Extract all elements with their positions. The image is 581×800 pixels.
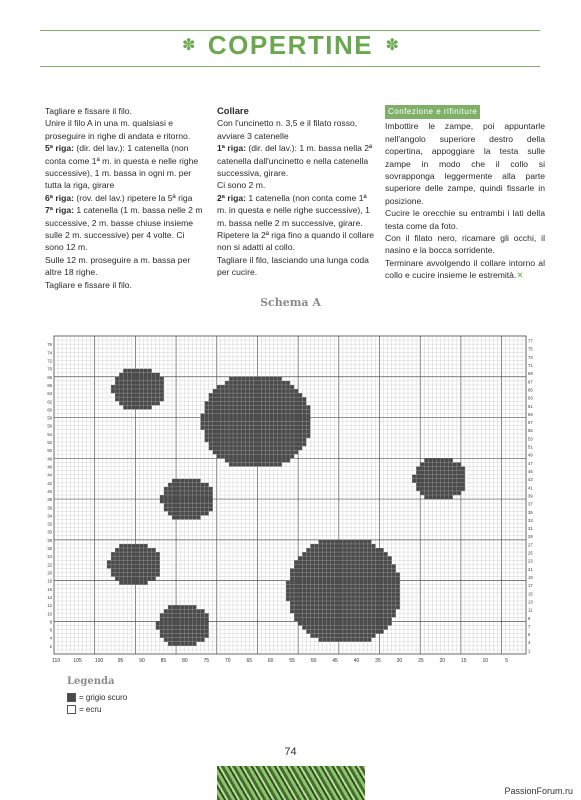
left-tick-label: 72 [47, 358, 52, 364]
dark-stitch-row [302, 552, 388, 556]
col2-paragraph: Tagliare il filo, lasciando una lunga coda per cucire. [217, 254, 369, 278]
dark-stitch-row [298, 621, 392, 625]
right-tick-label: 19 [528, 574, 533, 580]
dark-stitch-row [217, 454, 295, 458]
row-label: 6ª riga: [45, 192, 74, 203]
left-tick-label: 76 [47, 342, 52, 348]
bottom-tick-label: 55 [289, 658, 295, 664]
bottom-tick-label: 100 [94, 658, 104, 664]
left-tick-label: 10 [47, 611, 52, 617]
text-column-3 [385, 105, 545, 282]
dark-stitch-row [111, 389, 164, 393]
left-tick-label: 46 [47, 464, 52, 470]
legend-item-light [67, 705, 127, 714]
right-tick-label: 69 [528, 371, 533, 377]
text-column-1 [45, 105, 205, 291]
right-tick-label: 39 [528, 493, 533, 499]
left-tick-label: 22 [47, 562, 52, 568]
left-tick-label: 32 [47, 521, 52, 527]
left-tick-label: 2 [49, 643, 52, 649]
bottom-tick-label: 15 [461, 658, 467, 664]
dark-stitch-row [302, 625, 388, 629]
col1-paragraph: Tagliare e fissare il filo. [45, 106, 132, 116]
right-tick-label: 7 [528, 623, 531, 629]
right-tick-label: 77 [528, 338, 533, 344]
left-tick-label: 18 [47, 578, 52, 584]
dark-stitch-row [213, 389, 299, 393]
col2-paragraph: Con l'uncinetto n. 3,5 e il filato rosso, avviare 3 catenelle [217, 118, 358, 141]
bottom-tick-label: 30 [396, 658, 403, 664]
dark-stitch-row [217, 385, 295, 389]
right-tick-label: 11 [528, 607, 533, 613]
right-tick-label: 3 [528, 640, 531, 646]
left-tick-label: 6 [49, 627, 52, 633]
swatch-light [67, 705, 76, 714]
page-header [0, 0, 581, 80]
col3-paragraph: Terminare avvolgendo il collare intorno al collo e cucire insieme le estremità.✕ [385, 257, 545, 281]
left-tick-label: 64 [47, 391, 52, 397]
schema-title: Schema A [260, 296, 321, 309]
col3-paragraph: Imbottire le zampe, poi appuntarle nell'angolo superiore destro della copertina, appoggiare la testa sulle zampe in modo che il collo si sovrapponga leggermente alla parte superiore delle zampe, quindi fissarle in posizione. [385, 121, 545, 206]
bottom-tick-label: 85 [160, 658, 167, 664]
page-number: 74 [284, 746, 297, 758]
right-tick-label: 31 [528, 526, 533, 532]
yarn-photo [217, 766, 365, 800]
col2-paragraph: Ci sono 2 m. [217, 180, 266, 191]
bottom-tick-label: 20 [439, 658, 446, 664]
collare-title: Collare [217, 105, 249, 116]
right-tick-label: 67 [528, 379, 533, 385]
bottom-tick-label: 5 [505, 658, 509, 664]
right-tick-label: 9 [528, 615, 531, 621]
left-tick-label: 44 [47, 472, 52, 478]
left-tick-label: 62 [47, 399, 52, 405]
dark-stitch-row [229, 377, 282, 381]
bottom-tick-label: 40 [353, 658, 360, 664]
left-tick-label: 54 [47, 431, 52, 437]
left-tick-label: 28 [47, 537, 52, 543]
dark-stitch-row [306, 548, 384, 552]
end-mark-icon: ✕ [516, 270, 524, 281]
right-tick-label: 47 [528, 460, 533, 466]
left-tick-label: 58 [47, 415, 52, 421]
left-tick-label: 68 [47, 374, 52, 380]
bottom-tick-label: 45 [332, 658, 338, 664]
left-tick-label: 20 [47, 570, 52, 576]
col1-paragraph: 7ª riga: 1 catenella (1 m. bassa nelle 2 m successive, 2 m. basse chiuse insieme sulle 2 m. successive) per 4 volte. Ci sono 12 m. [45, 205, 203, 253]
left-tick-label: 50 [47, 448, 52, 454]
right-tick-label: 21 [528, 566, 533, 572]
dark-stitch-row [111, 385, 164, 389]
right-tick-label: 41 [528, 485, 533, 491]
bottom-tick-label: 60 [267, 658, 274, 664]
right-tick-label: 57 [528, 420, 533, 426]
bottom-tick-label: 95 [117, 658, 124, 664]
right-tick-label: 61 [528, 403, 533, 409]
dark-stitch-row [229, 462, 282, 466]
right-tick-label: 51 [528, 444, 533, 450]
left-tick-label: 36 [47, 505, 52, 511]
row-label: 2ª riga: [217, 192, 246, 203]
dark-stitch-row [156, 621, 209, 625]
dark-stitch-row [318, 540, 371, 544]
left-tick-label: 48 [47, 456, 52, 462]
left-tick-label: 56 [47, 423, 52, 429]
left-tick-label: 60 [47, 407, 52, 413]
right-tick-label: 13 [528, 599, 533, 605]
right-tick-label: 33 [528, 517, 533, 523]
flower-icon: ✽ [182, 37, 196, 54]
left-tick-label: 42 [47, 480, 52, 486]
right-tick-label: 45 [528, 468, 533, 474]
left-tick-label: 66 [47, 382, 52, 388]
bottom-tick-label: 25 [418, 658, 424, 664]
right-tick-label: 23 [528, 558, 533, 564]
dark-stitch-row [156, 625, 209, 629]
col2-paragraph: Ripetere la 2ª riga fino a quando il collare non si adatti al collo. [217, 230, 375, 253]
bottom-tick-label: 110 [52, 658, 61, 664]
row-label: 1ª riga: [217, 143, 246, 154]
left-tick-label: 14 [47, 594, 52, 600]
dark-stitch-row [213, 450, 299, 454]
bottom-tick-label: 105 [73, 658, 82, 664]
col1-paragraph: 6ª riga: (rov. del lav.) ripetere la 5ª riga [45, 192, 193, 203]
bottom-tick-label: 65 [246, 658, 253, 664]
right-tick-label: 37 [528, 501, 533, 507]
bottom-tick-label: 35 [375, 658, 381, 664]
right-tick-label: 1 [528, 648, 531, 654]
dark-stitch-row [294, 613, 396, 617]
right-tick-label: 25 [528, 550, 533, 556]
text-column-2 [217, 105, 377, 279]
bottom-tick-label: 50 [310, 658, 317, 664]
right-tick-label: 5 [528, 632, 531, 638]
left-tick-label: 24 [47, 554, 52, 560]
left-tick-label: 30 [47, 529, 52, 535]
dark-stitch-row [209, 393, 303, 397]
col1-paragraph: Unire il filo A in una m. qualsiasi e proseguire in righe di andata e ritorno. [45, 118, 191, 141]
left-tick-label: 12 [47, 603, 52, 609]
legend [67, 676, 127, 714]
dark-stitch-row [107, 564, 160, 568]
dark-stitch-row [205, 401, 307, 405]
left-tick-label: 16 [47, 586, 52, 592]
right-tick-label: 71 [528, 362, 533, 368]
legend-label-light: = ecru [79, 705, 102, 714]
left-tick-label: 4 [49, 635, 52, 641]
row-label: 5ª riga: [45, 143, 74, 154]
dark-stitch-row [294, 564, 396, 568]
watermark: PassionForum.ru [504, 786, 573, 796]
right-tick-label: 59 [528, 411, 533, 417]
right-tick-label: 73 [528, 354, 533, 360]
left-tick-label: 40 [47, 488, 52, 494]
dark-stitch-row [298, 556, 392, 560]
dark-stitch-row [160, 499, 213, 503]
dark-stitch-row [318, 638, 371, 642]
left-tick-label: 74 [47, 350, 52, 356]
header-rule-bottom [40, 66, 540, 67]
right-tick-label: 17 [528, 583, 533, 589]
left-tick-label: 70 [47, 366, 52, 372]
legend-title: Legenda [67, 676, 115, 687]
bottom-tick-label: 75 [203, 658, 210, 664]
right-tick-label: 65 [528, 387, 533, 393]
right-tick-label: 29 [528, 534, 533, 540]
col3-paragraph: Cucire le orecchie su entrambi i lati della testa come da foto. [385, 208, 545, 231]
legend-item-dark [67, 693, 127, 702]
page-title: COPERTINE [207, 30, 374, 60]
col2-paragraph: 1ª riga: (dir. del lav.): 1 m. bassa nella 2ª catenella dall'uncinetto e nella catenella successiva, girare. [217, 143, 373, 179]
bottom-tick-label: 90 [139, 658, 145, 664]
col3-paragraph: Con il filato nero, ricamare gli occhi, il nasino e la bocca sorridente. [385, 233, 545, 256]
right-tick-label: 43 [528, 477, 533, 483]
col1-paragraph: Tagliare e fissare il filo. [45, 279, 132, 290]
legend-label-dark: = grigio scuro [79, 693, 128, 702]
right-tick-label: 35 [528, 509, 533, 515]
dark-stitch-row [160, 495, 213, 499]
right-tick-label: 63 [528, 395, 533, 401]
right-tick-label: 15 [528, 591, 533, 597]
right-tick-label: 75 [528, 346, 533, 352]
right-tick-label: 49 [528, 452, 533, 458]
bottom-tick-label: 80 [182, 658, 188, 664]
row-label: 7ª riga: [45, 205, 74, 216]
flower-icon: ✽ [385, 37, 399, 54]
title-wrap [0, 30, 581, 61]
left-tick-label: 26 [47, 546, 52, 552]
section-badge: Confezione e rifiniture [385, 105, 480, 119]
right-tick-label: 53 [528, 436, 533, 442]
col2-paragraph: 2ª riga: 1 catenella (non conta come 1ª m. in questa e nelle righe successive), 1 m. bassa nelle 2 m successive, girare. [217, 192, 370, 228]
right-tick-label: 55 [528, 428, 533, 434]
bottom-tick-label: 70 [225, 658, 231, 664]
left-tick-label: 38 [47, 497, 52, 503]
left-tick-label: 8 [49, 619, 52, 625]
col1-paragraph: 5ª riga: (dir. del lav.): 1 catenella (non conta come 1ª m. in questa e nelle righe successive), 1 m. bassa in ogni m. per tutta la riga, girare [45, 143, 199, 191]
dark-stitch-row [205, 438, 307, 442]
right-tick-label: 27 [528, 542, 533, 548]
knitting-chart [40, 328, 540, 666]
left-tick-label: 34 [47, 513, 52, 519]
swatch-dark [67, 693, 76, 702]
dark-stitch-row [107, 560, 160, 564]
dark-stitch-row [306, 630, 384, 634]
dark-stitch-row [209, 446, 303, 450]
bottom-tick-label: 10 [482, 658, 489, 664]
left-tick-label: 52 [47, 440, 52, 446]
col1-paragraph: Sulle 12 m. proseguire a m. bassa per altre 18 righe. [45, 254, 191, 278]
